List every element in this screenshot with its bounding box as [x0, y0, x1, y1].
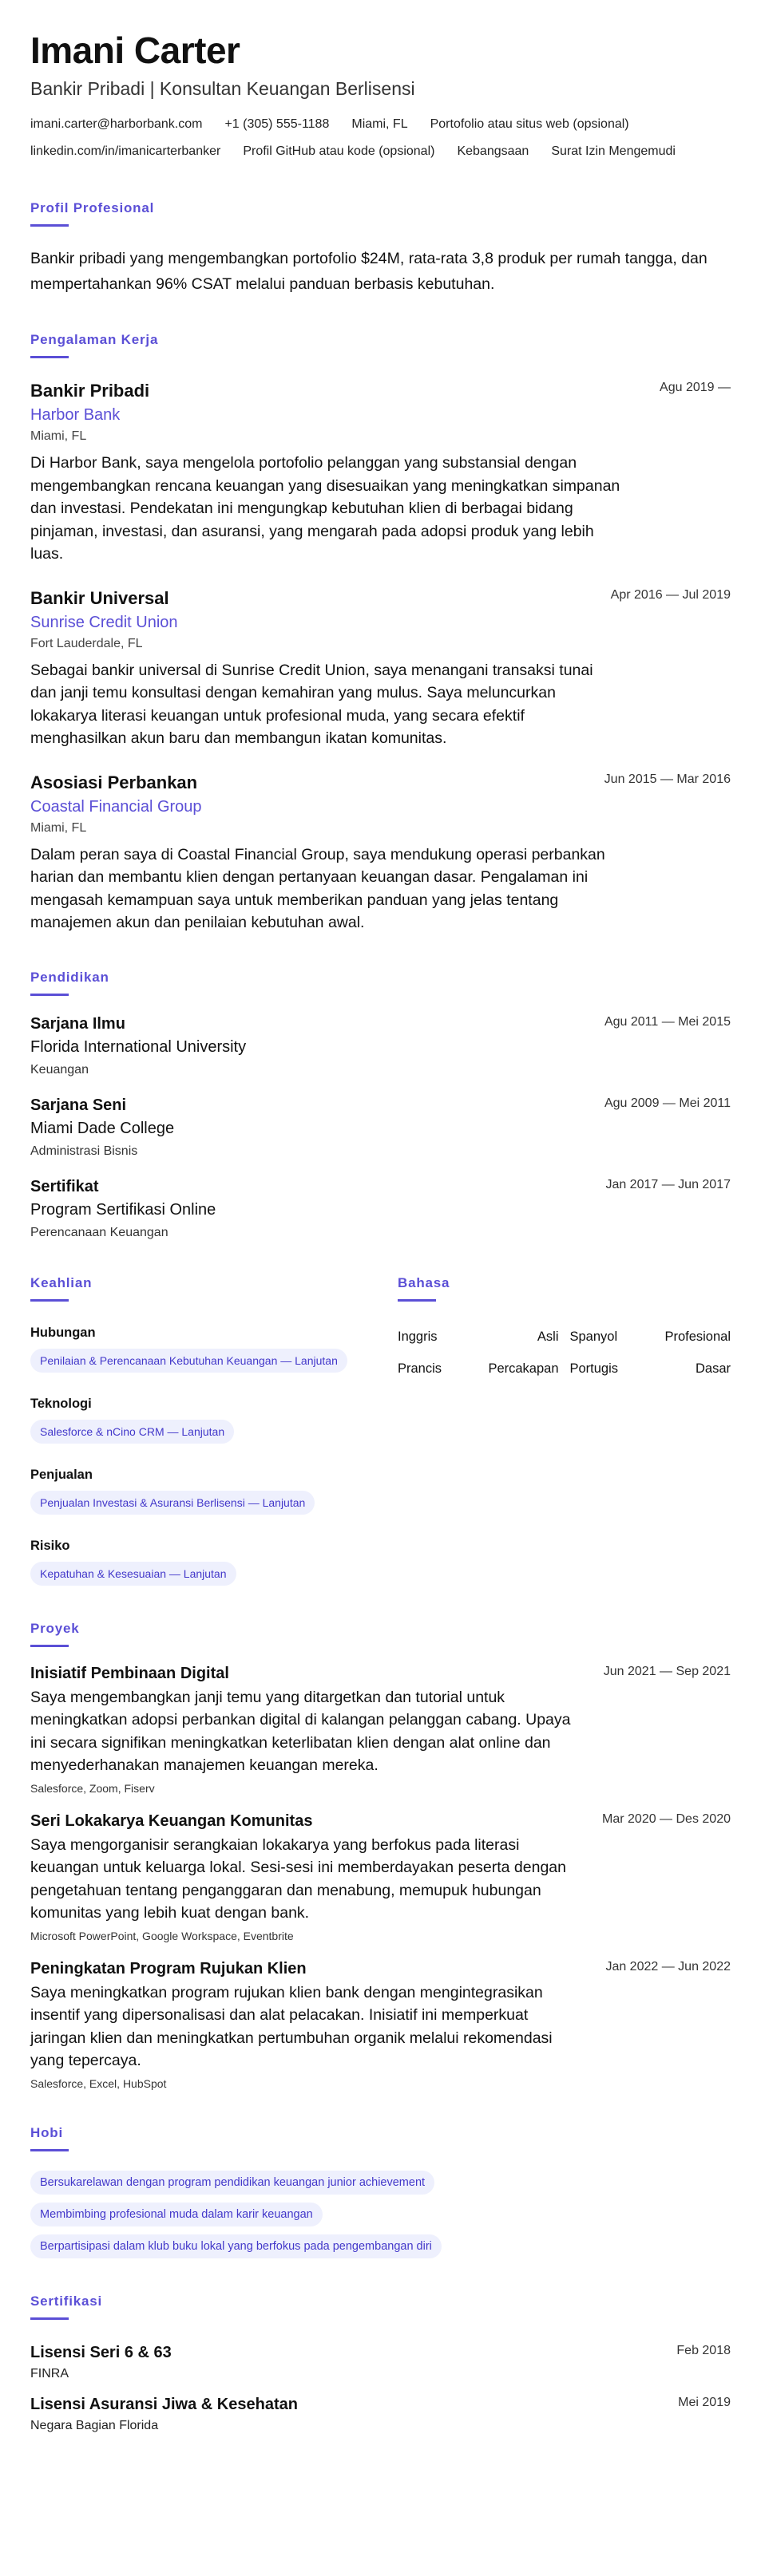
project-date: Jun 2021 — Sep 2021	[603, 1664, 731, 1678]
job-title: Bankir Pribadi	[30, 381, 150, 401]
certification-org: FINRA	[30, 2366, 69, 2380]
skill-pill: Kepatuhan & Kesesuaian — Lanjutan	[30, 1562, 236, 1586]
project-tools: Salesforce, Excel, HubSpot	[30, 2076, 167, 2090]
contact-linkedin[interactable]: linkedin.com/in/imanicarterbanker	[30, 144, 221, 158]
education-date: Jan 2017 — Jun 2017	[605, 1177, 731, 1191]
hobbies-section	[30, 2125, 731, 2258]
section-title: Pengalaman Kerja	[30, 332, 159, 347]
project-entry	[30, 1960, 731, 2090]
education-section	[30, 970, 731, 1240]
certification-date: Mei 2019	[678, 2395, 731, 2409]
job-description: Dalam peran saya di Coastal Financial Group, saya mendukung operasi perbankan harian dan membantu klien dengan pertanyaan keuangan dasar. Pengalaman ini mengasah kemampuan saya untuk memberikan panduan yang jelas tentang manajemen akun dan penilaian kebutuhan awal.	[30, 845, 605, 931]
skill-category: Hubungan	[30, 1325, 96, 1340]
project-description: Saya meningkatkan program rujukan klien bank dengan mengintegrasikan insentif yang dipersonalisasi dan alat pelacakan. Inisiatif ini memperkuat jaringan klien dan meningkatkan pertumbuhan organik melalui rekomendasi yang tepercaya.	[30, 1983, 553, 2069]
contact-portfolio[interactable]: Portofolio atau situs web (opsional)	[430, 117, 629, 131]
certification-entry	[30, 2344, 731, 2381]
skills-section	[30, 1275, 366, 1586]
summary-section	[30, 200, 731, 297]
certification-entry	[30, 2396, 731, 2433]
project-entry	[30, 1665, 731, 1795]
candidate-headline: Bankir Pribadi | Konsultan Keuangan Berlisensi	[30, 78, 415, 99]
project-description: Saya mengembangkan janji temu yang ditargetkan dan tutorial untuk meningkatkan adopsi perbankan digital di kalangan pelanggan cabang. Upaya ini secara signifikan meningkatkan keterlibatan klien dengan alat online dan menyederhanakan manajemen keuangan mereka.	[30, 1688, 571, 1774]
skill-pill: Penjualan Investasi & Asuransi Berlisensi — Lanjutan	[30, 1491, 315, 1515]
experience-section	[30, 332, 731, 934]
contact-driving-license: Surat Izin Mengemudi	[551, 144, 676, 158]
education-field: Perencanaan Keuangan	[30, 1225, 168, 1239]
project-title: Inisiatif Pembinaan Digital	[30, 1664, 229, 1682]
certification-name: Lisensi Asuransi Jiwa & Kesehatan	[30, 2395, 298, 2413]
skill-pill: Salesforce & nCino CRM — Lanjutan	[30, 1420, 234, 1444]
language-name: Portugis	[569, 1361, 619, 1376]
skill-category: Risiko	[30, 1538, 70, 1553]
job-description: Di Harbor Bank, saya mengelola portofolio pelanggan yang substansial dengan mengembangkan rencana keuangan yang disesuaikan yang meningkatkan simpanan dan investasi. Pendekatan ini mengungkap kebutuhan klien di berbagai bidang pinjaman, investasi, dan asuransi, yang mengarah pada adopsi produk yang lebih luas.	[30, 454, 620, 563]
education-date: Agu 2011 — Mei 2015	[604, 1014, 731, 1029]
candidate-name: Imani Carter	[30, 30, 240, 71]
education-degree: Sertifikat	[30, 1177, 99, 1195]
project-tools: Microsoft PowerPoint, Google Workspace, Eventbrite	[30, 1929, 294, 1942]
section-underline	[30, 2317, 69, 2320]
job-date: Agu 2019 —	[660, 381, 731, 394]
section-title: Profil Profesional	[30, 200, 155, 215]
certification-date: Feb 2018	[676, 2343, 731, 2357]
project-tools: Salesforce, Zoom, Fiserv	[30, 1781, 155, 1795]
project-description: Saya mengorganisir serangkaian lokakarya yang berfokus pada literasi keuangan untuk keluarga lokal. Sesi-sesi ini memberdayakan peserta dengan pengetahuan tentang penganggaran dan menabung, memupuk hubungan komunitas yang lebih kuat dengan bank.	[30, 1835, 566, 1922]
contact-nationality: Kebangsaan	[457, 144, 529, 158]
job-location: Miami, FL	[30, 429, 87, 443]
education-entry	[30, 1015, 731, 1077]
education-entry	[30, 1178, 731, 1240]
skill-category: Teknologi	[30, 1396, 92, 1411]
section-underline	[30, 1645, 69, 1647]
hobby-pill: Membimbing profesional muda dalam karir keuangan	[30, 2203, 323, 2226]
hobby-list	[30, 2163, 731, 2258]
section-underline	[30, 994, 69, 996]
resume-header	[30, 29, 731, 165]
section-title: Sertifikasi	[30, 2293, 103, 2309]
section-underline	[30, 356, 69, 358]
language-name: Spanyol	[569, 1329, 618, 1344]
language-item	[398, 1321, 559, 1353]
language-level: Percakapan	[488, 1361, 559, 1376]
project-date: Mar 2020 — Des 2020	[602, 1811, 731, 1826]
hobby-pill: Berpartisipasi dalam klub buku lokal yang berfokus pada pengembangan diri	[30, 2234, 442, 2258]
project-title: Seri Lokakarya Keuangan Komunitas	[30, 1811, 313, 1830]
job-description: Sebagai bankir universal di Sunrise Credit Union, saya menangani transaksi tunai dan janji temu konsultasi dengan kemahiran yang mulus. Saya meluncurkan lokakarya literasi keuangan untuk profesional muda, yang secara efektif menghasilkan akun baru dan membangun ikatan komunitas.	[30, 661, 593, 747]
job-entry	[30, 772, 731, 934]
skill-category: Penjualan	[30, 1467, 93, 1482]
language-level: Profesional	[664, 1329, 731, 1344]
project-title: Peningkatan Program Rujukan Klien	[30, 1959, 307, 1977]
job-location: Miami, FL	[30, 820, 87, 835]
section-underline	[30, 2149, 69, 2151]
contact-github[interactable]: Profil GitHub atau kode (opsional)	[243, 144, 435, 158]
certification-org: Negara Bagian Florida	[30, 2418, 159, 2432]
language-item	[398, 1353, 559, 1385]
job-title: Bankir Universal	[30, 587, 169, 608]
job-company: Sunrise Credit Union	[30, 613, 178, 631]
contact-location: Miami, FL	[351, 117, 408, 131]
section-title: Pendidikan	[30, 969, 109, 985]
language-level: Asli	[537, 1329, 559, 1344]
language-item	[570, 1321, 731, 1353]
job-company: Coastal Financial Group	[30, 797, 202, 816]
job-title: Asosiasi Perbankan	[30, 772, 198, 792]
education-school: Florida International University	[30, 1037, 247, 1056]
section-title: Hobi	[30, 2124, 63, 2140]
certification-name: Lisensi Seri 6 & 63	[30, 2343, 172, 2361]
section-underline	[30, 1299, 69, 1302]
language-item	[570, 1353, 731, 1385]
language-name: Inggris	[398, 1329, 438, 1344]
section-underline	[30, 224, 69, 227]
language-level: Dasar	[695, 1361, 731, 1376]
languages-section	[398, 1275, 731, 1586]
hobby-pill: Bersukarelawan dengan program pendidikan keuangan junior achievement	[30, 2171, 434, 2195]
summary-text: Bankir pribadi yang mengembangkan portofolio $24M, rata-rata 3,8 produk per rumah tangga, dan mempertahankan 96% CSAT melalui panduan berbasis kebutuhan.	[30, 250, 707, 293]
language-grid	[398, 1321, 731, 1385]
section-title: Proyek	[30, 1620, 80, 1636]
job-entry	[30, 588, 731, 750]
contact-list	[30, 111, 731, 165]
education-school: Program Sertifikasi Online	[30, 1200, 216, 1219]
job-date: Jun 2015 — Mar 2016	[604, 772, 731, 786]
skill-pill: Penilaian & Perencanaan Kebutuhan Keuangan — Lanjutan	[30, 1349, 347, 1373]
section-title: Bahasa	[398, 1274, 450, 1290]
certifications-section	[30, 2294, 731, 2433]
section-title: Keahlian	[30, 1274, 93, 1290]
project-date: Jan 2022 — Jun 2022	[605, 1959, 731, 1973]
contact-email[interactable]: imani.carter@harborbank.com	[30, 117, 203, 131]
projects-section	[30, 1621, 731, 2090]
job-date: Apr 2016 — Jul 2019	[610, 587, 731, 602]
project-entry	[30, 1812, 731, 1942]
education-field: Administrasi Bisnis	[30, 1144, 138, 1158]
education-field: Keuangan	[30, 1062, 89, 1077]
section-underline	[398, 1299, 436, 1302]
language-name: Prancis	[398, 1361, 442, 1376]
education-date: Agu 2009 — Mei 2011	[604, 1096, 731, 1110]
education-school: Miami Dade College	[30, 1119, 175, 1137]
job-entry	[30, 381, 731, 566]
education-degree: Sarjana Ilmu	[30, 1014, 125, 1033]
contact-phone[interactable]: +1 (305) 555-1188	[224, 117, 330, 131]
job-company: Harbor Bank	[30, 406, 121, 424]
education-entry	[30, 1096, 731, 1159]
job-location: Fort Lauderdale, FL	[30, 636, 143, 650]
education-degree: Sarjana Seni	[30, 1096, 127, 1114]
skills-languages-row	[30, 1275, 731, 1586]
